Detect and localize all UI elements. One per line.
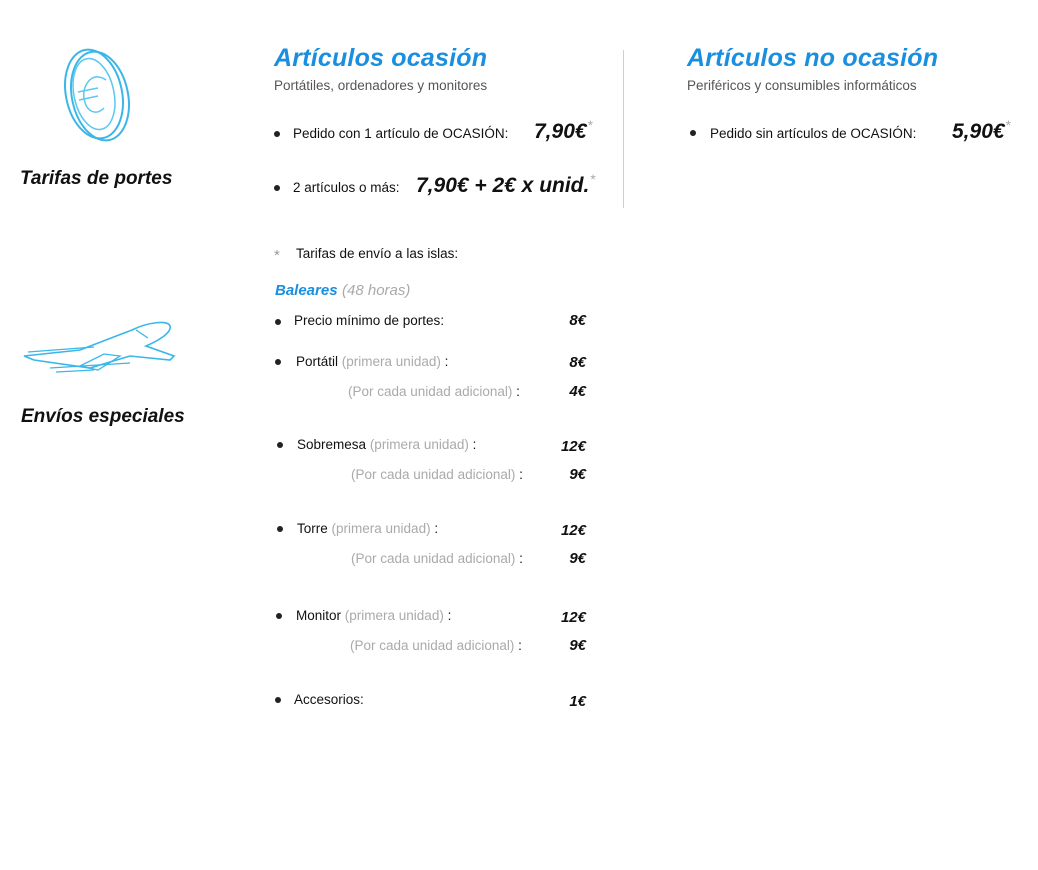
additional-unit-note: (Por cada unidad adicional) (350, 638, 515, 653)
region-hours: (48 horas) (342, 282, 411, 299)
asterisk: * (587, 117, 594, 133)
bullet (274, 185, 280, 191)
bullet (275, 359, 281, 365)
asterisk: * (1005, 117, 1012, 133)
asterisk: * (590, 171, 596, 187)
colon: : (519, 551, 523, 566)
sobremesa-first-price: 12€ (560, 438, 586, 455)
colon: : (444, 354, 449, 369)
additional-unit-note: (Por cada unidad adicional) (348, 384, 513, 399)
colon: : (472, 437, 477, 452)
ocasion-subtitle: Portátiles, ordenadores y monitores (274, 78, 488, 93)
airplane-icon (20, 316, 182, 378)
portatil-label: Portátil (296, 354, 339, 369)
islands-asterisk: * (274, 247, 280, 264)
accesorios-label: Accesorios (294, 692, 361, 707)
colon: : (447, 608, 452, 623)
bullet (277, 442, 283, 448)
additional-unit-note: (Por cada unidad adicional) (351, 467, 516, 482)
no-ocasion-item1-label: Pedido sin artículos de OCASIÓN: (710, 126, 917, 141)
colon: : (434, 521, 439, 536)
ocasion-item1-price-wrap (534, 117, 594, 144)
torre-extra-row (351, 551, 523, 566)
ocasion-item2-label: 2 artículos o más: (293, 180, 400, 195)
monitor-extra-price: 9€ (569, 637, 586, 654)
first-unit-note: (primera unidad) (369, 437, 469, 452)
portatil-first-price: 8€ (569, 354, 586, 371)
first-unit-note: (primera unidad) (344, 608, 444, 623)
sobremesa-row (297, 437, 476, 452)
monitor-label: Monitor (296, 608, 342, 623)
colon: : (516, 384, 520, 399)
euro-coin-icon (56, 46, 140, 146)
ocasion-item1-label: Pedido con 1 artículo de OCASIÓN: (293, 126, 509, 141)
no-ocasion-item1-price: 5,90€ (952, 120, 1005, 143)
min-price-label: Precio mínimo de portes (294, 313, 441, 328)
portatil-extra-price: 4€ (569, 383, 586, 400)
sobremesa-label: Sobremesa (297, 437, 367, 452)
first-unit-note: (primera unidad) (341, 354, 441, 369)
bullet (690, 130, 696, 136)
ocasion-item2-price-wrap (416, 171, 596, 198)
accesorios-row (294, 692, 364, 707)
islands-intro: Tarifas de envío a las islas: (296, 246, 459, 261)
sobremesa-extra-row (351, 467, 523, 482)
region-heading (275, 282, 410, 300)
colon: : (519, 467, 523, 482)
torre-label: Torre (297, 521, 328, 536)
first-unit-note: (primera unidad) (331, 521, 431, 536)
colon: : (360, 692, 364, 707)
special-shipping-title: Envíos especiales (21, 406, 185, 427)
no-ocasion-item1-price-wrap (952, 117, 1012, 144)
additional-unit-note: (Por cada unidad adicional) (351, 551, 516, 566)
bullet (275, 697, 281, 703)
accesorios-price: 1€ (569, 693, 586, 710)
sobremesa-extra-price: 9€ (569, 466, 586, 483)
bullet (275, 319, 281, 325)
region-name: Baleares (275, 282, 338, 299)
monitor-first-price: 12€ (560, 609, 586, 626)
monitor-row (296, 608, 451, 623)
monitor-extra-row (350, 638, 522, 653)
colon: : (518, 638, 522, 653)
bullet (274, 131, 280, 137)
torre-first-price: 12€ (560, 522, 586, 539)
colon: : (440, 313, 445, 328)
ocasion-title: Artículos ocasión (274, 44, 488, 72)
rates-title: Tarifas de portes (20, 168, 173, 189)
ocasion-item2-price: 7,90€ + 2€ x unid. (416, 174, 590, 197)
min-price-value: 8€ (569, 312, 586, 329)
no-ocasion-subtitle: Periféricos y consumibles informáticos (687, 78, 917, 93)
torre-extra-price: 9€ (569, 550, 586, 567)
portatil-row (296, 354, 448, 369)
column-divider (623, 50, 624, 208)
bullet (276, 613, 282, 619)
torre-row (297, 521, 438, 536)
min-price-row (294, 313, 444, 328)
portatil-extra-row (348, 384, 520, 399)
ocasion-item1-price: 7,90€ (534, 120, 587, 143)
bullet (277, 526, 283, 532)
no-ocasion-title: Artículos no ocasión (687, 44, 939, 72)
